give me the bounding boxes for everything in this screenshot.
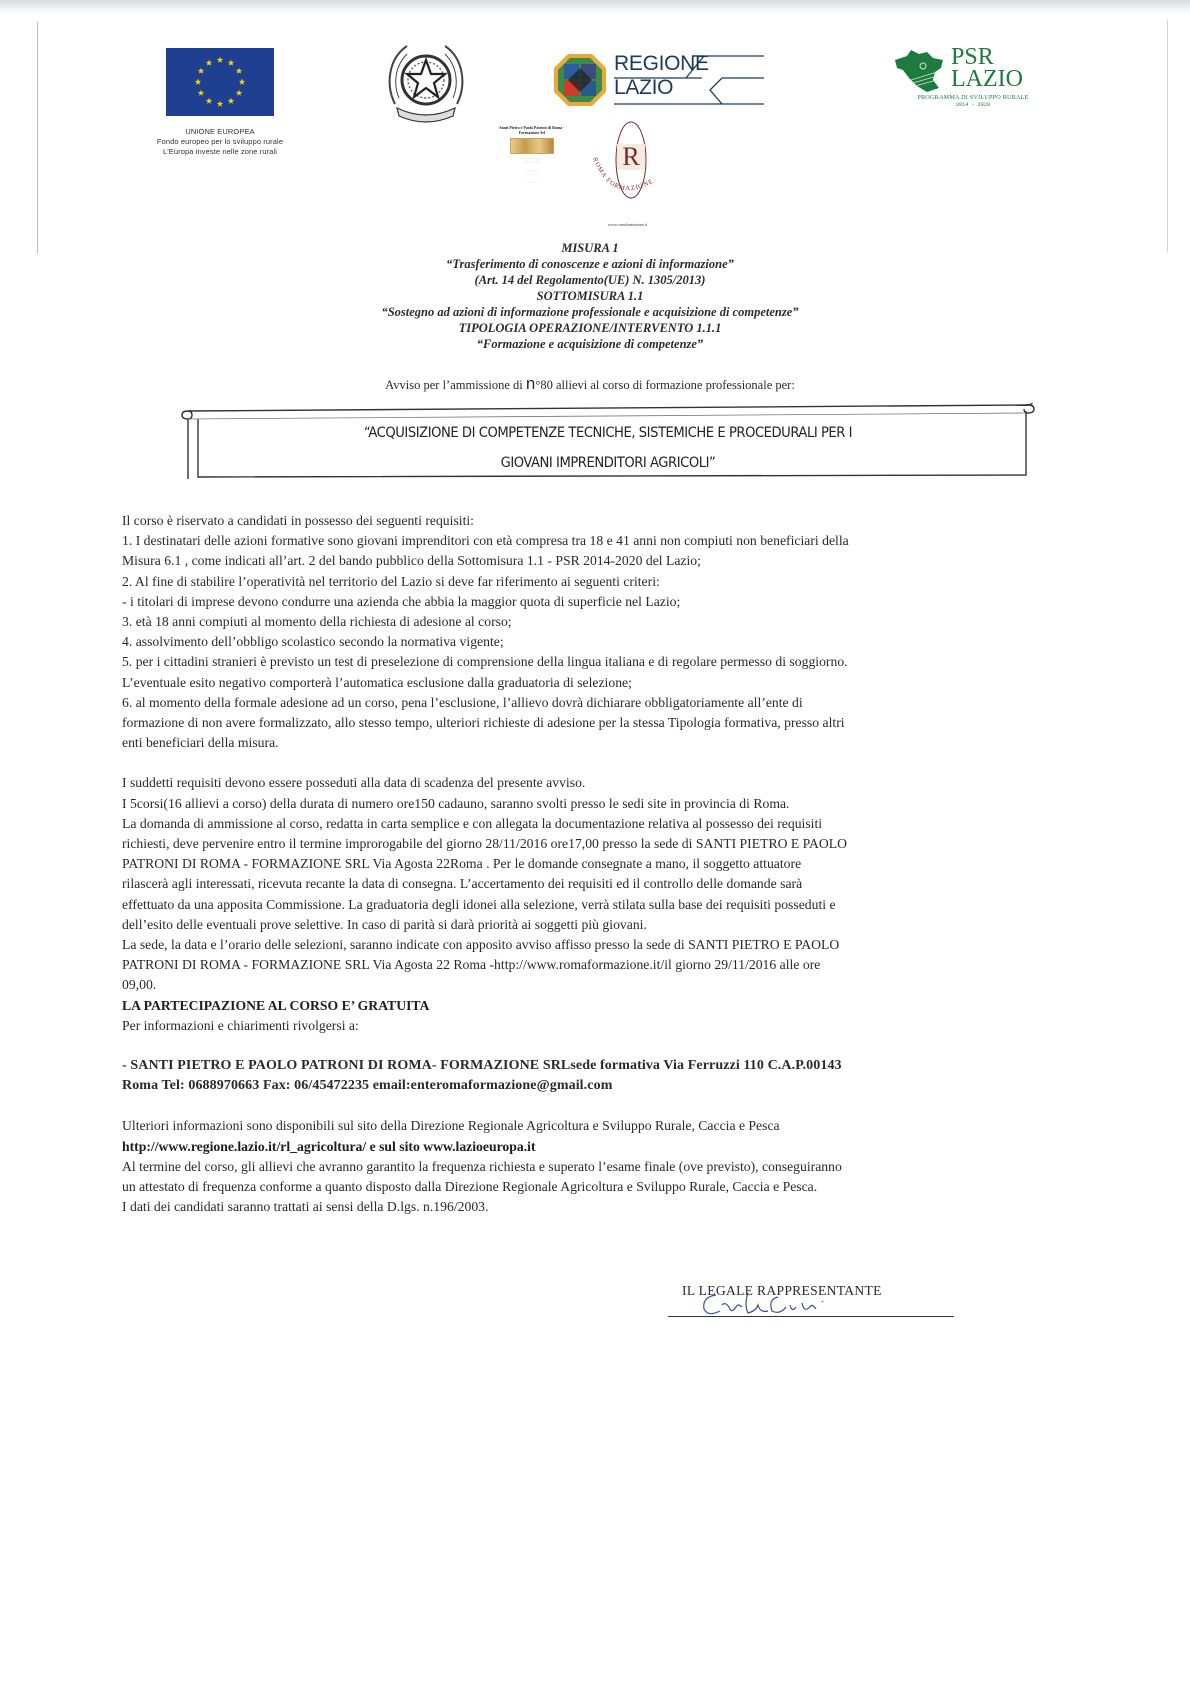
regione-label: REGIONE: [614, 52, 709, 75]
avviso-n: n: [525, 374, 536, 393]
requirement-line: 4. assolvimento dell’obbligo scolastico secondo la normativa vigente;: [122, 634, 504, 650]
eu-star-icon: [239, 79, 245, 85]
closing-line5: I dati dei candidati saranno trattati ai sensi della D.lgs. n.196/2003.: [122, 1199, 489, 1215]
sottomisura-heading: SOTTOMISURA 1.1: [536, 289, 644, 303]
contact-line1: - SANTI PIETRO E PAOLO PATRONI DI ROMA- FORMAZIONE SRLsede formativa Via Ferruzzi 110 C.A.P.00143: [122, 1058, 842, 1074]
signature-line: [668, 1316, 954, 1317]
roma-formazione-arc-text: ROMA FORMAZIONE: [591, 156, 656, 193]
tipologia-heading: TIPOLOGIA OPERAZIONE/INTERVENTO 1.1.1: [458, 321, 722, 335]
details-section: [122, 773, 1082, 995]
handwritten-signature: [698, 1287, 838, 1319]
course-title-banner: [178, 403, 1038, 479]
eu-stars: [166, 48, 274, 116]
requirement-line: - i titolari di imprese devono condurre una azienda che abbia la maggior quota di superficie nel Lazio;: [122, 593, 681, 609]
scan-edge-left: [37, 22, 38, 254]
detail-line: La sede, la data e l’orario delle selezioni, saranno indicate con apposito avviso affisso presso la sede di SANTI PIETRO E PAOLO: [122, 937, 840, 953]
psr-years: 2014 - 2020: [955, 102, 991, 108]
eu-star-icon: [236, 90, 242, 96]
detail-line: I 5corsi(16 allievi a corso) della durata di numero ore150 cadauno, saranno svolti presso le sedi site in provincia di Roma.: [122, 795, 790, 811]
requirement-line: 1. I destinatari delle azioni formative sono giovani imprenditori con età compresa tra 18 e 41 anni non compiuti non beneficiari della: [122, 533, 849, 549]
eu-star-icon: [228, 60, 234, 66]
roma-formazione-url: www.romaformazione.it: [608, 222, 648, 227]
requirements-list: [122, 531, 1082, 753]
regione-lazio-lines: [552, 52, 782, 110]
regione-lazio-logo: [552, 52, 782, 110]
avviso-suffix: allievi al corso di formazione professionale per:: [552, 378, 795, 392]
requirement-line: L’eventuale esito negativo comporterà l’automatica esclusione dalla graduatoria di selezione;: [122, 674, 632, 690]
requirements-intro: Il corso è riservato a candidati in possesso dei seguenti requisiti:: [122, 513, 474, 528]
closing-line4: un attestato di frequenza conforme a quanto disposto dalla Direzione Regionale Agricoltura e Sviluppo Rurale, Caccia e Pesca.: [122, 1179, 818, 1195]
sottomisura-title: “Sostegno ad azioni di informazione professionale e acquisizione di competenze”: [381, 305, 799, 319]
eu-star-icon: [236, 68, 242, 74]
eu-star-icon: [217, 57, 223, 63]
scan-shadow: [0, 0, 1190, 14]
requirement-line: formazione di non avere formalizzato, allo stesso tempo, ulteriori richieste di adesione per la stessa Tipologia formativa, presso altri: [122, 715, 845, 731]
lazio-region-map-icon: [893, 50, 949, 94]
document-body: [122, 511, 1082, 1218]
requirement-line: enti beneficiari della misura.: [122, 735, 279, 751]
eu-caption-line3: L'Europa investe nelle zone rurali: [162, 147, 278, 156]
detail-line: richiesti, deve pervenire entro il termine improrogabile del giorno 28/11/2016 ore17,00 presso la sede di SANTI PIETRO E PAOLO: [122, 836, 848, 852]
eu-star-icon: [228, 98, 234, 104]
eu-flag-icon: [166, 48, 274, 116]
psr-lazio-logo: [893, 44, 1053, 110]
santi-pietro-image: [510, 138, 554, 154]
detail-line: dell’esito delle eventuali prove selettive. In caso di parità si darà priorità ai soggetti più giovani.: [122, 916, 647, 932]
requirement-line: 6. al momento della formale adesione ad un corso, pena l’esclusione, l’allievo dovrà dichiarare obbligatoriamente all’ente di: [122, 694, 803, 710]
avviso-line: [260, 376, 920, 393]
eu-caption-line1: UNIONE EUROPEA: [185, 127, 255, 136]
detail-line: rilascerà agli interessati, ricevuta recante la data di consegna. L’accertamento dei requisiti ed il controllo delle domande sarà: [122, 876, 803, 892]
misura-title: “Trasferimento di conoscenze e azioni di informazione”: [446, 257, 734, 271]
detail-line: PATRONI DI ROMA - FORMAZIONE SRL Via Agosta 22 Roma -http://www.romaformazione.it/il giorno 29/11/2016 alle ore: [122, 957, 821, 973]
requirement-line: 3. età 18 anni compiuti al momento della richiesta di adesione al corso;: [122, 614, 512, 630]
psr-lazio-label: LAZIO: [951, 66, 1023, 92]
course-title-line1: “ACQUISIZIONE DI COMPETENZE TECNICHE, SISTEMICHE E PROCEDURALI PER I: [363, 424, 853, 441]
misura-heading: MISURA 1: [561, 241, 619, 255]
info-intro: Per informazioni e chiarimenti rivolgersi a:: [122, 1017, 359, 1033]
detail-line: 09,00.: [122, 977, 157, 993]
eu-caption-line2: Fondo europeo per lo sviluppo rurale: [156, 137, 284, 146]
eu-star-icon: [206, 98, 212, 104]
psr-subtitle: PROGRAMMA DI SVILUPPO RURALE: [917, 94, 1029, 101]
eu-star-icon: [198, 68, 204, 74]
requirement-line: Misura 6.1 , come indicati all’art. 2 del bando pubblico della Sottomisura 1.1 - PSR 2014-2020 del Lazio;: [122, 553, 701, 569]
detail-line: effettuato da una apposita Commissione. La graduatoria degli idonei alla selezione, verrà stilata sulla base dei requisiti posseduti e: [122, 896, 836, 912]
closing-links[interactable]: http://www.regione.lazio.it/rl_agricoltura/ e sul sito www.lazioeuropa.it: [122, 1138, 536, 1154]
detail-line: I suddetti requisiti devono essere posseduti alla data di scadenza del presente avviso.: [122, 775, 586, 791]
italian-republic-emblem: [383, 38, 469, 128]
avviso-number: °80: [535, 378, 553, 392]
santi-pietro-title: Santi Pietro e Paolo Patroni di Roma - Formazione Srl: [499, 125, 565, 135]
lazio-label: LAZIO: [614, 76, 674, 99]
eu-star-icon: [217, 101, 223, 107]
course-title-line2: GIOVANI IMPRENDITORI AGRICOLI”: [500, 454, 716, 471]
measure-header: [260, 240, 920, 352]
santi-pietro-fineprint: · · · · · · · · · · · · · · · · · · · · · · · · · · · · · · · · · · · · · · · · · · · · · ·: [521, 157, 543, 185]
closing-line1: Ulteriori informazioni sono disponibili sul sito della Direzione Regionale Agricoltura e Sviluppo Rurale, Caccia e Pesca: [122, 1118, 780, 1134]
detail-line: La domanda di ammissione al corso, redatta in carta semplice e con allegata la documentazione relativa al possesso dei requisiti: [122, 815, 823, 831]
avviso-prefix: Avviso per l’ammissione di: [385, 378, 526, 392]
regulation-reference: (Art. 14 del Regolamento(UE) N. 1305/2013): [474, 273, 706, 287]
scan-edge-right: [1167, 20, 1168, 252]
santi-pietro-paolo-logo: [492, 125, 572, 185]
tipologia-title: “Formazione e acquisizione di competenze”: [476, 337, 704, 351]
roma-formazione-logo: [585, 118, 685, 218]
eu-star-icon: [195, 79, 201, 85]
eu-star-icon: [206, 60, 212, 66]
requirement-line: 5. per i cittadini stranieri è previsto un test di preselezione di comprensione della lingua italiana e di regolare permesso di soggiorno.: [122, 654, 848, 670]
psr-label: PSR: [951, 44, 994, 70]
contact-phone-fax: Roma Tel: 0688970663 Fax: 06/45472235 email:: [122, 1078, 411, 1094]
free-participation-notice: LA PARTECIPAZIONE AL CORSO E’ GRATUITA: [122, 997, 430, 1013]
contact-line2: [122, 1076, 1082, 1096]
detail-line: PATRONI DI ROMA - FORMAZIONE SRL Via Agosta 22Roma . Per le domande consegnate a mano, il soggetto attuatore: [122, 856, 802, 872]
eu-star-icon: [198, 90, 204, 96]
requirement-line: 2. Al fine di stabilire l’operatività nel territorio del Lazio si deve far riferimento ai seguenti criteri:: [122, 573, 660, 589]
eu-logo-block: [120, 48, 320, 157]
contact-email-link[interactable]: enteromaformazione@gmail.com: [410, 1078, 613, 1094]
closing-line3: Al termine del corso, gli allievi che avranno garantito la frequenza richiesta e superato l’esame finale (ove previsto), conseguiranno: [122, 1158, 842, 1174]
signature-label: IL LEGALE RAPPRESENTANTE: [682, 1283, 882, 1298]
roma-formazione-letter: R: [622, 142, 640, 171]
